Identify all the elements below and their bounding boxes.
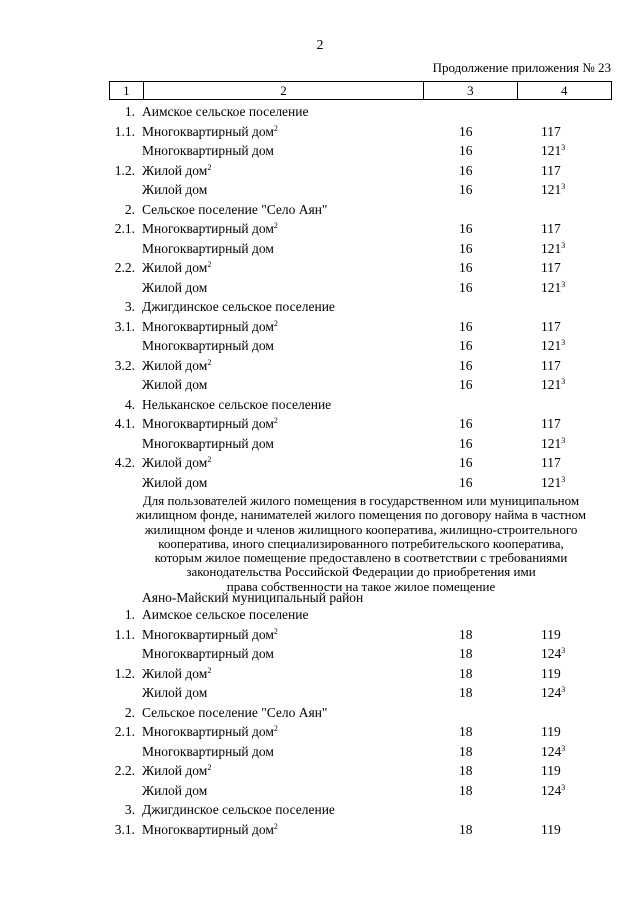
row-value-col3: 18 [459, 763, 473, 778]
table-row [0, 141, 640, 160]
table-row [0, 800, 640, 819]
row-name: Жилой дом$^2$ [142, 763, 212, 778]
row-value-col3: 16 [459, 240, 473, 256]
row-value-col3: 16 [459, 162, 473, 178]
row-number: 4.2. [114, 455, 135, 470]
row-name: Жилой дом [142, 377, 208, 392]
row-number: 1.1. [114, 123, 135, 139]
table-row [0, 102, 640, 121]
row-name: Нельканское сельское поселение [142, 396, 332, 412]
row-value-col3: 18 [459, 685, 473, 700]
row-value-col3: 18 [459, 626, 473, 642]
row-value-col4: $124^3$ [541, 782, 566, 798]
row-value-col4: 117 [541, 221, 561, 236]
row-value-col4: 117 [541, 416, 561, 431]
row-name: Многоквартирный дом [142, 646, 274, 661]
footnote-mark: 2 [273, 318, 278, 328]
row-value-col4: 119 [541, 763, 561, 778]
row-name: Многоквартирный дом$^2$ [142, 318, 278, 334]
row-value-col4: $121^3$ [541, 240, 566, 256]
footnote-mark: 3 [561, 782, 566, 792]
table-row [0, 414, 640, 433]
row-number: 2.1. [114, 724, 135, 739]
footnote-mark: 2 [273, 416, 278, 425]
row-value-col4: $121^3$ [541, 435, 566, 451]
table-row [0, 375, 640, 394]
footnote-mark: 3 [561, 474, 566, 484]
row-value-col3: 16 [459, 455, 473, 470]
table-row [0, 703, 640, 722]
table-row [0, 781, 640, 800]
page-number: 2 [316, 38, 324, 53]
row-name: Аимское сельское поселение [142, 104, 309, 119]
district-heading: Аяно-Майский муниципальный район [142, 590, 364, 605]
paragraph-line: которым жилое помещение предоставлено в соответствии с требованиями [154, 550, 568, 566]
row-value-col4: 117 [541, 318, 561, 334]
table-row [0, 161, 640, 180]
footnote-mark: 2 [273, 626, 278, 636]
footnote-mark: 2 [207, 260, 212, 269]
row-value-col4: $121^3$ [541, 143, 566, 158]
row-name: Многоквартирный дом [142, 743, 274, 759]
row-name: Жилой дом [142, 279, 208, 295]
row-name: Жилой дом$^2$ [142, 665, 212, 681]
row-number: 3. [124, 299, 135, 314]
row-name: Многоквартирный дом [142, 240, 274, 256]
table-row [0, 317, 640, 336]
row-number: 4.1. [114, 416, 135, 431]
footnote-mark: 3 [561, 338, 566, 347]
row-number: 1.2. [114, 162, 135, 178]
footnote-mark: 2 [273, 821, 278, 831]
table-row [0, 395, 640, 414]
row-number: 2.1. [114, 221, 135, 236]
row-number: 1.2. [114, 665, 135, 681]
row-value-col3: 18 [459, 821, 473, 837]
row-name: Многоквартирный дом$^2$ [142, 123, 278, 139]
row-value-col3: 16 [459, 318, 473, 334]
paragraph-line: Для пользователей жилого помещения в государственном или муниципальном [142, 493, 580, 508]
table-row [0, 683, 640, 702]
row-number: 1. [124, 104, 135, 119]
row-value-col3: 16 [459, 182, 473, 197]
table-row [0, 219, 640, 238]
row-value-col3: 16 [459, 377, 473, 392]
row-value-col4: 119 [541, 665, 561, 681]
row-value-col4: $124^3$ [541, 646, 566, 661]
footnote-mark: 2 [273, 724, 278, 733]
row-value-col3: 18 [459, 665, 473, 681]
row-value-col4: $121^3$ [541, 377, 566, 392]
table-row [0, 453, 640, 472]
row-number: 2. [124, 704, 135, 720]
footnote-mark: 2 [207, 455, 212, 464]
footnote-mark: 3 [561, 182, 566, 191]
table-row [0, 122, 640, 141]
header-col-3: 3 [424, 82, 517, 100]
row-value-col3: 16 [459, 143, 473, 158]
table-row [0, 664, 640, 683]
row-value-col3: 18 [459, 724, 473, 739]
row-value-col4: $121^3$ [541, 279, 566, 295]
footnote-mark: 2 [207, 763, 212, 772]
row-name: Жилой дом$^2$ [142, 455, 212, 470]
footnote-mark: 2 [207, 665, 212, 675]
table-row [0, 605, 640, 624]
row-number: 3. [124, 802, 135, 817]
table-row [0, 722, 640, 741]
row-value-col3: 16 [459, 123, 473, 139]
column-header-table [109, 81, 612, 100]
row-name: Жилой дом$^2$ [142, 162, 212, 178]
table-row [0, 761, 640, 780]
row-value-col4: $121^3$ [541, 474, 566, 490]
row-value-col4: $121^3$ [541, 338, 566, 353]
row-name: Многоквартирный дом$^2$ [142, 416, 278, 431]
row-value-col3: 16 [459, 357, 473, 373]
table-row [0, 297, 640, 316]
table-row [0, 742, 640, 761]
row-name: Аимское сельское поселение [142, 607, 309, 622]
footnote-mark: 3 [561, 685, 566, 694]
footnote-mark: 3 [561, 377, 566, 386]
row-name: Джигдинское сельское поселение [142, 299, 335, 314]
paragraph-line: кооператива, иного специализированного потребительского кооператива, [158, 535, 564, 551]
row-value-col4: 119 [541, 821, 561, 837]
header-col-1: 1 [110, 82, 144, 100]
footnote-mark: 2 [207, 357, 212, 367]
row-name: Жилой дом [142, 182, 208, 197]
table-row [0, 336, 640, 355]
row-name: Жилой дом [142, 685, 208, 700]
footnote-mark: 3 [561, 435, 566, 445]
row-value-col3: 16 [459, 338, 473, 353]
row-value-col3: 16 [459, 416, 473, 431]
row-value-col4: 119 [541, 626, 561, 642]
row-value-col3: 16 [459, 221, 473, 236]
table-row [0, 820, 640, 839]
row-value-col4: 119 [541, 724, 561, 739]
row-name: Многоквартирный дом [142, 338, 274, 353]
paragraph-line: жилищном фонде и членов жилищного кооператива, жилищно-строительного [144, 521, 578, 537]
row-name: Сельское поселение "Село Аян" [142, 704, 328, 720]
footnote-mark: 2 [273, 123, 278, 133]
row-number: 2.2. [114, 260, 135, 275]
row-number: 1.1. [114, 626, 135, 642]
footnote-mark: 2 [207, 162, 212, 172]
table-row [0, 625, 640, 644]
row-name: Жилой дом [142, 782, 208, 798]
row-name: Многоквартирный дом$^2$ [142, 821, 278, 837]
row-name: Жилой дом$^2$ [142, 357, 212, 373]
row-name: Сельское поселение "Село Аян" [142, 201, 328, 217]
row-number: 3.1. [114, 821, 135, 837]
row-number: 3.1. [114, 318, 135, 334]
row-name: Жилой дом$^2$ [142, 260, 212, 275]
row-value-col3: 18 [459, 646, 473, 661]
row-name: Многоквартирный дом [142, 435, 274, 451]
row-name: Многоквартирный дом [142, 143, 274, 158]
table-row [0, 278, 640, 297]
header-col-4: 4 [517, 82, 611, 100]
table-row [0, 644, 640, 663]
row-value-col3: 16 [459, 260, 473, 275]
row-value-col4: 117 [541, 357, 561, 373]
row-number: 3.2. [114, 357, 135, 373]
footnote-mark: 3 [561, 240, 566, 250]
row-value-col4: 117 [541, 260, 561, 275]
row-value-col3: 16 [459, 435, 473, 451]
row-value-col3: 16 [459, 474, 473, 490]
table-row [0, 180, 640, 199]
row-number: 4. [124, 396, 135, 412]
row-name: Многоквартирный дом$^2$ [142, 626, 278, 642]
table-row [0, 434, 640, 453]
paragraph-line: жилищном фонде, нанимателей жилого помещения по договору найма в частном [135, 507, 587, 523]
row-value-col4: $124^3$ [541, 743, 566, 759]
footnote-mark: 3 [561, 743, 566, 753]
row-name: Жилой дом [142, 474, 208, 490]
footnote-mark: 2 [273, 221, 278, 230]
row-value-col4: $121^3$ [541, 182, 566, 197]
category-description [110, 494, 612, 594]
table-row [0, 258, 640, 277]
row-value-col3: 16 [459, 279, 473, 295]
row-value-col3: 18 [459, 782, 473, 798]
footnote-mark: 3 [561, 646, 566, 655]
header-col-2: 2 [143, 82, 423, 100]
table-row [0, 356, 640, 375]
row-value-col4: $124^3$ [541, 685, 566, 700]
paragraph-line: права собственности на такое жилое помещение [226, 578, 496, 594]
row-number: 2.2. [114, 763, 135, 778]
row-value-col3: 18 [459, 743, 473, 759]
table-row [0, 239, 640, 258]
row-value-col4: 117 [541, 123, 561, 139]
row-name: Джигдинское сельское поселение [142, 802, 335, 817]
table-row [0, 473, 640, 492]
footnote-mark: 3 [561, 279, 566, 289]
row-value-col4: 117 [541, 455, 561, 470]
row-value-col4: 117 [541, 162, 561, 178]
row-name: Многоквартирный дом$^2$ [142, 221, 278, 236]
paragraph-line: законодательства Российской Федерации до приобретения ими [186, 564, 536, 580]
row-number: 1. [124, 607, 135, 622]
row-number: 2. [124, 201, 135, 217]
continuation-note: Продолжение приложения № 23 [432, 60, 611, 75]
table-row [0, 200, 640, 219]
row-name: Многоквартирный дом$^2$ [142, 724, 278, 739]
footnote-mark: 3 [561, 143, 566, 152]
